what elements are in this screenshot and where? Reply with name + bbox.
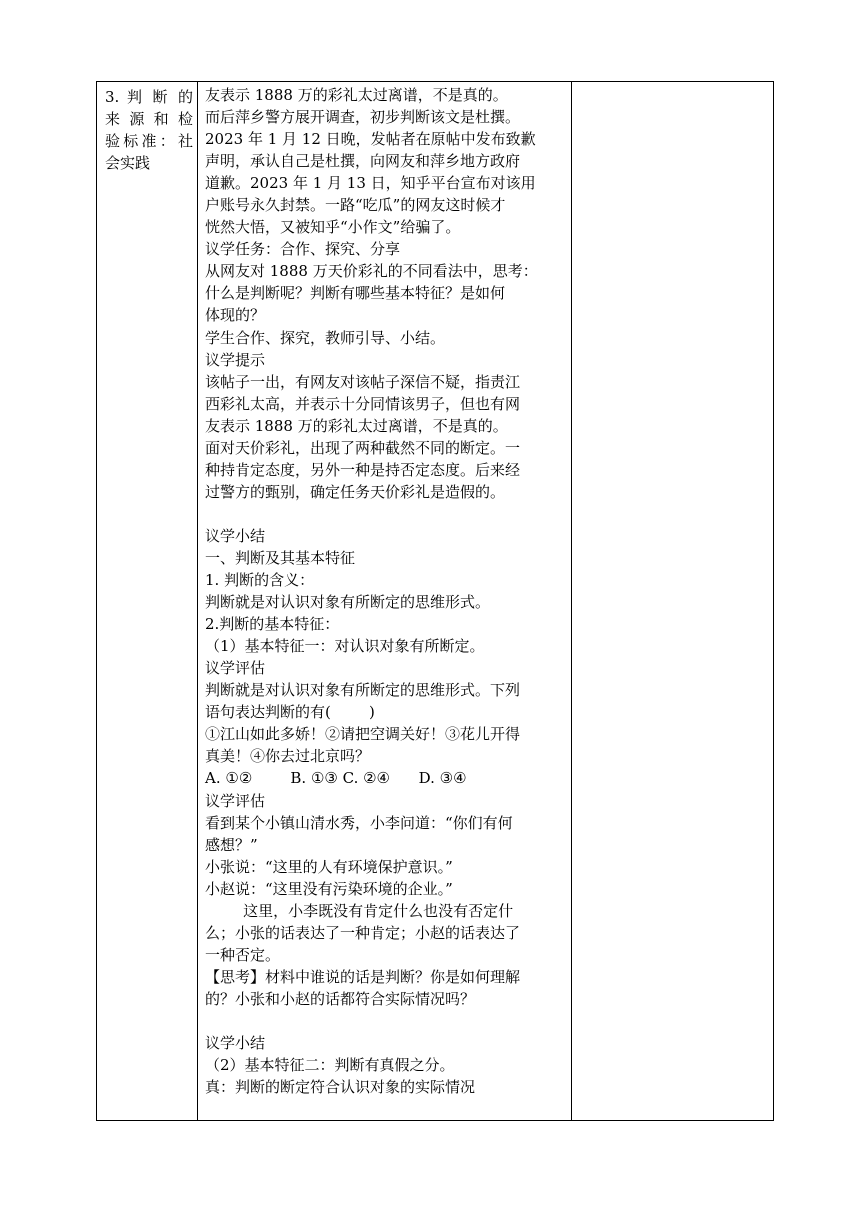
content-line: 该帖子一出，有网友对该帖子深信不疑，指责江 [205, 372, 521, 391]
content-line: 西彩礼太高，并表示十分同情该男子，但也有网 [205, 394, 521, 413]
lesson-content-cell [205, 84, 571, 1098]
section-title-line: 会实践 [105, 154, 151, 172]
content-line: 真美！④你去过北京吗？ [205, 747, 371, 766]
section-title-line: 验标准：社 [105, 132, 193, 150]
content-line: 友表示 1888 万的彩礼太过离谱，不是真的。 [205, 416, 508, 435]
content-line: 么；小张的话表达了一种肯定；小赵的话表达了 [205, 923, 521, 942]
content-line: 道歉。2023 年 1 月 13 日，知乎平台宣布对该用 [205, 174, 536, 193]
content-line: 1. 判断的含义： [205, 571, 315, 590]
content-line: 体现的？ [205, 306, 266, 325]
section-title-line: 来 源 和 检 [105, 110, 193, 128]
content-line: 种持肯定态度，另外一种是持否定态度。后来经 [205, 460, 521, 479]
content-line: （2）基本特征二：判断有真假之分。 [205, 1056, 455, 1075]
content-line: 真：判断的断定符合认识对象的实际情况 [205, 1078, 476, 1097]
content-line: （1）基本特征一：对认识对象有所断定。 [205, 637, 485, 656]
content-line: 而后萍乡警方展开调查，初步判断该文是杜撰。 [205, 108, 521, 127]
content-line: 议学小结 [205, 526, 266, 545]
content-line: 友表示 1888 万的彩礼太过离谱，不是真的。 [205, 86, 508, 104]
content-line: 议学评估 [205, 791, 266, 810]
blank-line [205, 1010, 571, 1032]
content-line: 过警方的甄别，确定任务天价彩礼是造假的。 [205, 482, 506, 501]
lesson-table [96, 81, 774, 1121]
content-line: 小赵说：“这里没有污染环境的企业。” [205, 879, 453, 898]
content-line: 面对天价彩礼，出现了两种截然不同的断定。一 [205, 438, 521, 457]
content-line: 小张说：“这里的人有环境保护意识。” [205, 857, 453, 876]
content-line: 判断就是对认识对象有所断定的思维形式。 [205, 593, 491, 612]
content-line: 恍然大悟，又被知乎“小作文”给骗了。 [205, 218, 461, 237]
content-line: 从网友对 1888 万天价彩礼的不同看法中，思考： [205, 262, 538, 281]
content-line: 感想？” [205, 835, 258, 854]
content-line: 语句表达判断的有( ) [205, 703, 375, 722]
content-line: 议学小结 [205, 1034, 266, 1053]
blank-line [205, 503, 571, 525]
content-line: 看到某个小镇山清水秀，小李问道：“你们有何 [205, 813, 513, 832]
content-line: 议学提示 [205, 350, 266, 369]
content-line: 议学任务：合作、探究、分享 [205, 240, 401, 259]
column-divider-1 [197, 82, 198, 1120]
content-line: 声明，承认自己是杜撰，向网友和萍乡地方政府 [205, 152, 521, 171]
section-title-cell [105, 86, 193, 174]
content-line: 议学评估 [205, 659, 266, 678]
content-line: 什么是判断呢？判断有哪些基本特征？是如何 [205, 284, 506, 303]
content-line: 户账号永久封禁。一路“吃瓜”的网友这时候才 [205, 196, 506, 215]
notes-cell [573, 82, 773, 1120]
content-line: 【思考】材料中谁说的话是判断？你是如何理解 [205, 967, 521, 986]
content-line: 一种否定。 [205, 945, 281, 964]
content-line: ①江山如此多娇！②请把空调关好！③花儿开得 [205, 725, 521, 744]
content-line: A. ①② B. ①③ C. ②④ D. ③④ [205, 769, 467, 788]
content-line: 2.判断的基本特征： [205, 615, 340, 634]
section-title-line: 3. 判 断 的 [105, 88, 193, 106]
column-divider-2 [571, 82, 572, 1120]
content-line: 的？小张和小赵的话都符合实际情况吗？ [205, 989, 476, 1008]
content-line: 这里，小李既没有肯定什么也没有否定什 [205, 901, 514, 920]
content-line: 一、判断及其基本特征 [205, 548, 356, 567]
content-line: 学生合作、探究，教师引导、小结。 [205, 328, 446, 347]
content-line: 2023 年 1 月 12 日晚，发帖者在原帖中发布致歉 [205, 130, 536, 149]
content-line: 判断就是对认识对象有所断定的思维形式。下列 [205, 681, 521, 700]
